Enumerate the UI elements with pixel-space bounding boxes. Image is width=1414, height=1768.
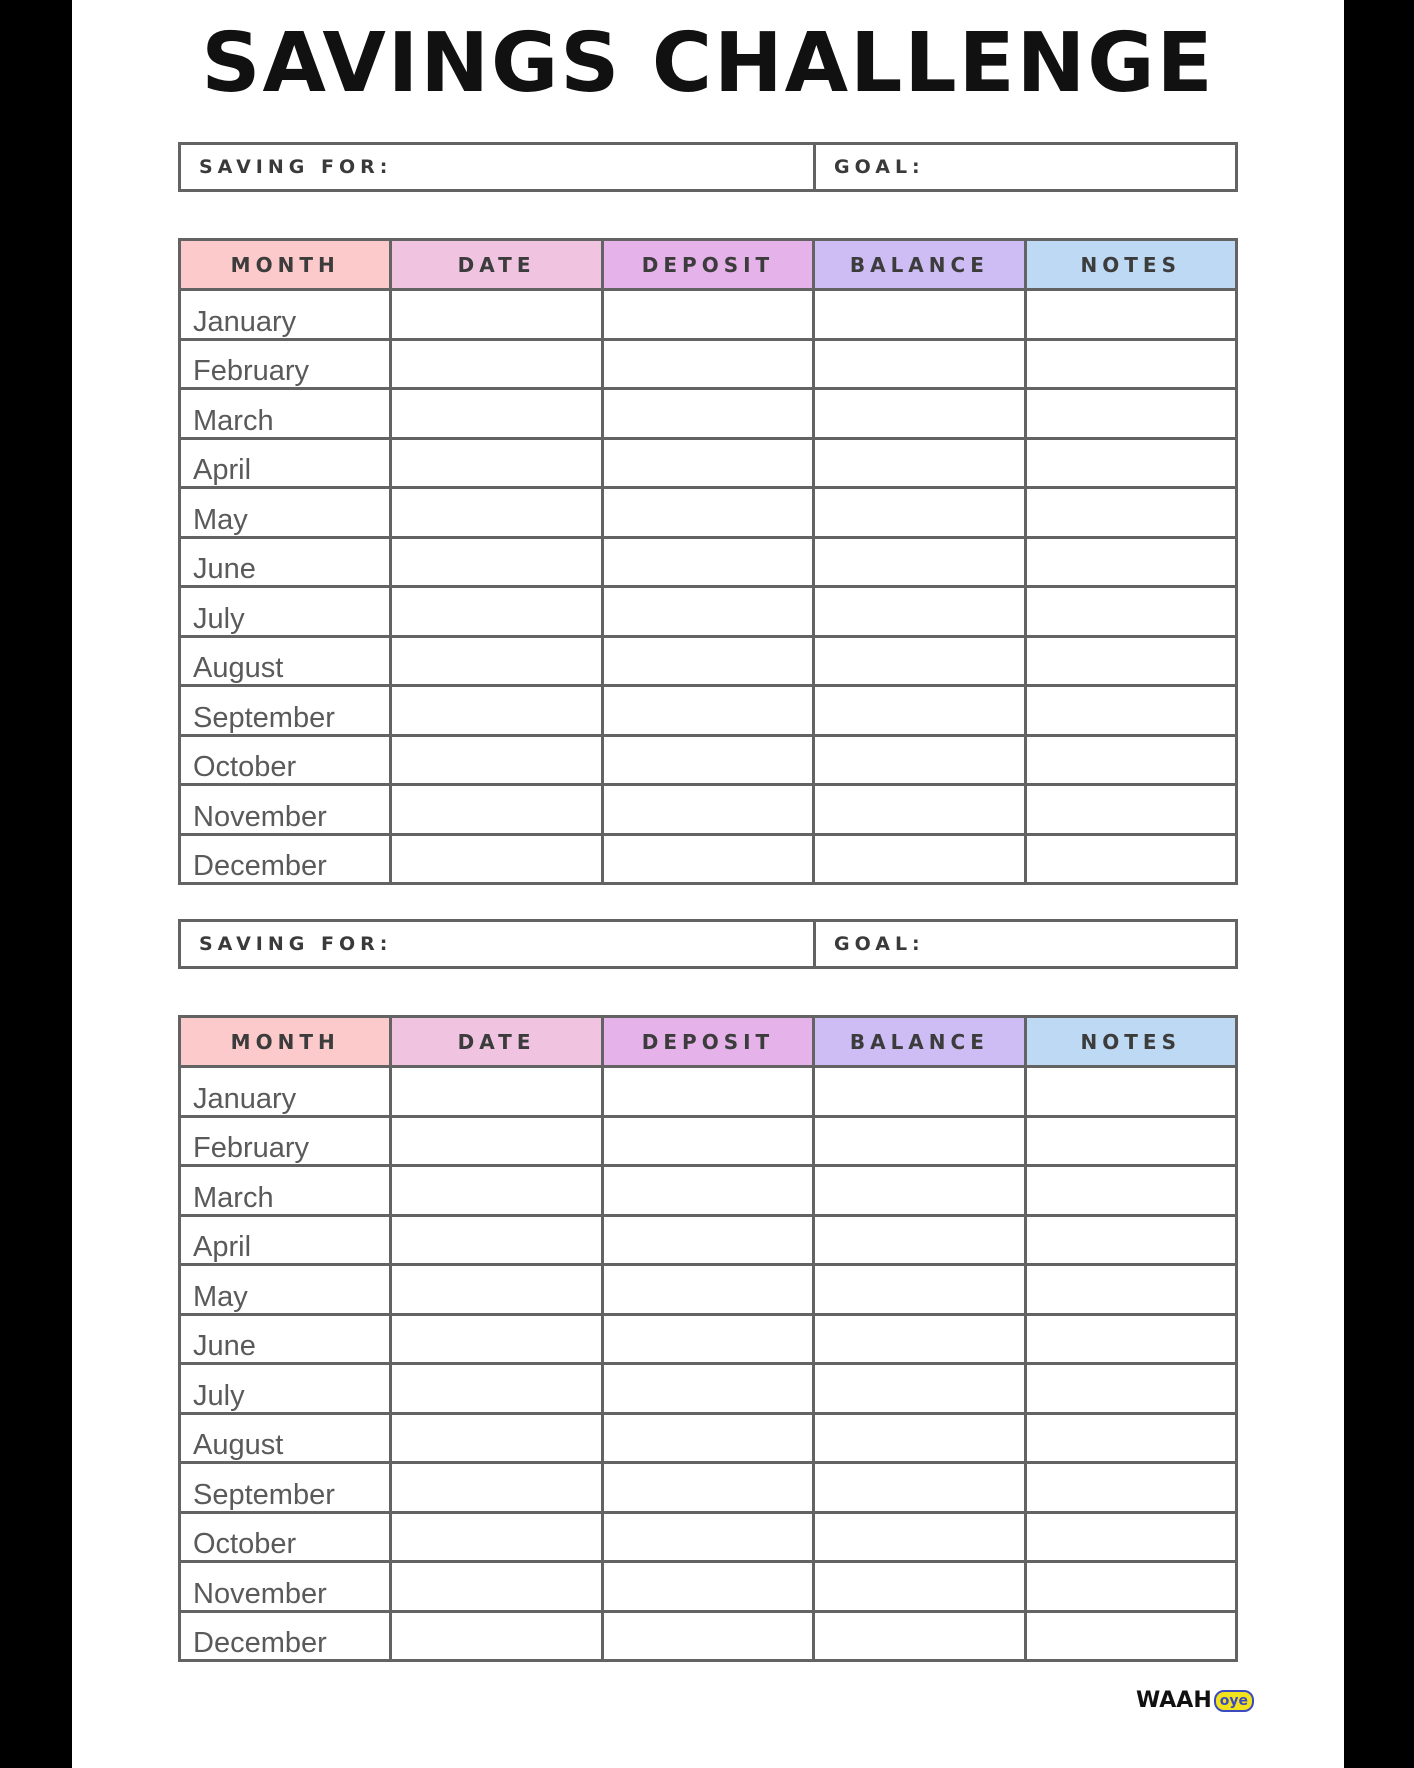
column-header-date: DATE <box>391 240 602 290</box>
notes-cell[interactable] <box>1025 1512 1236 1562</box>
month-label: September <box>180 686 391 736</box>
table-row <box>180 438 1237 488</box>
month-label: March <box>180 1166 391 1216</box>
table-header-row <box>180 1017 1237 1067</box>
balance-cell[interactable] <box>814 1215 1025 1265</box>
table-row <box>180 587 1237 637</box>
deposit-cell[interactable] <box>602 1463 813 1513</box>
table-row <box>180 1314 1237 1364</box>
notes-cell[interactable] <box>1025 1067 1236 1117</box>
date-cell[interactable] <box>391 1314 602 1364</box>
balance-cell[interactable] <box>814 537 1025 587</box>
notes-cell[interactable] <box>1025 1215 1236 1265</box>
date-cell[interactable] <box>391 1166 602 1216</box>
balance-cell[interactable] <box>814 1611 1025 1661</box>
month-label: July <box>180 587 391 637</box>
column-header-balance: BALANCE <box>814 1017 1025 1067</box>
month-label: September <box>180 1463 391 1513</box>
balance-cell[interactable] <box>814 290 1025 340</box>
month-label: April <box>180 438 391 488</box>
column-header-deposit: DEPOSIT <box>602 1017 813 1067</box>
deposit-cell[interactable] <box>602 686 813 736</box>
deposit-cell[interactable] <box>602 834 813 884</box>
deposit-cell[interactable] <box>602 587 813 637</box>
date-cell[interactable] <box>391 1265 602 1315</box>
table-row <box>180 1067 1237 1117</box>
month-label: June <box>180 1314 391 1364</box>
deposit-cell[interactable] <box>602 1611 813 1661</box>
date-cell[interactable] <box>391 1512 602 1562</box>
date-cell[interactable] <box>391 636 602 686</box>
deposit-cell[interactable] <box>602 290 813 340</box>
month-label: February <box>180 339 391 389</box>
notes-cell[interactable] <box>1025 1364 1236 1414</box>
deposit-cell[interactable] <box>602 1067 813 1117</box>
date-cell[interactable] <box>391 290 602 340</box>
date-cell[interactable] <box>391 1562 602 1612</box>
balance-cell[interactable] <box>814 1364 1025 1414</box>
date-cell[interactable] <box>391 488 602 538</box>
month-label: May <box>180 488 391 538</box>
table-row <box>180 1413 1237 1463</box>
notes-cell[interactable] <box>1025 537 1236 587</box>
column-header-month: MONTH <box>180 240 391 290</box>
table-row <box>180 636 1237 686</box>
balance-cell[interactable] <box>814 1116 1025 1166</box>
date-cell[interactable] <box>391 587 602 637</box>
table-row <box>180 1215 1237 1265</box>
table-row <box>180 735 1237 785</box>
deposit-cell[interactable] <box>602 537 813 587</box>
table-row <box>180 785 1237 835</box>
notes-cell[interactable] <box>1025 1611 1236 1661</box>
balance-cell[interactable] <box>814 488 1025 538</box>
table-row <box>180 1512 1237 1562</box>
month-label: March <box>180 389 391 439</box>
date-cell[interactable] <box>391 785 602 835</box>
column-header-deposit: DEPOSIT <box>602 240 813 290</box>
deposit-cell[interactable] <box>602 636 813 686</box>
table-row <box>180 1166 1237 1216</box>
date-cell[interactable] <box>391 686 602 736</box>
date-cell[interactable] <box>391 735 602 785</box>
column-header-notes: NOTES <box>1025 1017 1236 1067</box>
savings-table-1 <box>178 238 1238 885</box>
month-label: October <box>180 735 391 785</box>
table-row <box>180 537 1237 587</box>
table-row <box>180 290 1237 340</box>
month-label: January <box>180 290 391 340</box>
notes-cell[interactable] <box>1025 1413 1236 1463</box>
logo-badge: oye <box>1214 1690 1254 1712</box>
deposit-cell[interactable] <box>602 1413 813 1463</box>
logo-text: WAAH <box>1136 1688 1212 1713</box>
date-cell[interactable] <box>391 1463 602 1513</box>
notes-cell[interactable] <box>1025 1166 1236 1216</box>
notes-cell[interactable] <box>1025 735 1236 785</box>
notes-cell[interactable] <box>1025 1265 1236 1315</box>
column-header-balance: BALANCE <box>814 240 1025 290</box>
month-label: August <box>180 1413 391 1463</box>
table-row <box>180 834 1237 884</box>
balance-cell[interactable] <box>814 834 1025 884</box>
month-label: June <box>180 537 391 587</box>
deposit-cell[interactable] <box>602 1364 813 1414</box>
table-row <box>180 686 1237 736</box>
balance-cell[interactable] <box>814 1314 1025 1364</box>
date-cell[interactable] <box>391 1413 602 1463</box>
balance-cell[interactable] <box>814 1413 1025 1463</box>
table-row <box>180 488 1237 538</box>
notes-cell[interactable] <box>1025 587 1236 637</box>
deposit-cell[interactable] <box>602 1314 813 1364</box>
date-cell[interactable] <box>391 1611 602 1661</box>
date-cell[interactable] <box>391 537 602 587</box>
notes-cell[interactable] <box>1025 488 1236 538</box>
balance-cell[interactable] <box>814 1562 1025 1612</box>
deposit-cell[interactable] <box>602 488 813 538</box>
date-cell[interactable] <box>391 1364 602 1414</box>
balance-cell[interactable] <box>814 1463 1025 1513</box>
balance-cell[interactable] <box>814 1265 1025 1315</box>
month-label: January <box>180 1067 391 1117</box>
date-cell[interactable] <box>391 339 602 389</box>
month-label: February <box>180 1116 391 1166</box>
deposit-cell[interactable] <box>602 735 813 785</box>
month-label: December <box>180 1611 391 1661</box>
deposit-cell[interactable] <box>602 785 813 835</box>
deposit-cell[interactable] <box>602 1116 813 1166</box>
notes-cell[interactable] <box>1025 1314 1236 1364</box>
date-cell[interactable] <box>391 438 602 488</box>
worksheet-page <box>72 0 1344 1768</box>
balance-cell[interactable] <box>814 438 1025 488</box>
month-label: November <box>180 785 391 835</box>
balance-cell[interactable] <box>814 1166 1025 1216</box>
waahoye-logo <box>1136 1688 1254 1713</box>
deposit-cell[interactable] <box>602 1562 813 1612</box>
balance-cell[interactable] <box>814 686 1025 736</box>
date-cell[interactable] <box>391 834 602 884</box>
notes-cell[interactable] <box>1025 1562 1236 1612</box>
deposit-cell[interactable] <box>602 438 813 488</box>
notes-cell[interactable] <box>1025 785 1236 835</box>
table-row <box>180 1562 1237 1612</box>
date-cell[interactable] <box>391 1215 602 1265</box>
deposit-cell[interactable] <box>602 1166 813 1216</box>
savings-table-2 <box>178 1015 1238 1662</box>
page-title: SAVINGS CHALLENGE <box>201 16 1215 111</box>
date-cell[interactable] <box>391 1067 602 1117</box>
table-row <box>180 389 1237 439</box>
deposit-cell[interactable] <box>602 1265 813 1315</box>
month-label: May <box>180 1265 391 1315</box>
balance-cell[interactable] <box>814 735 1025 785</box>
notes-cell[interactable] <box>1025 1116 1236 1166</box>
table-row <box>180 1116 1237 1166</box>
table-row <box>180 1265 1237 1315</box>
balance-cell[interactable] <box>814 339 1025 389</box>
month-label: August <box>180 636 391 686</box>
notes-cell[interactable] <box>1025 389 1236 439</box>
deposit-cell[interactable] <box>602 1512 813 1562</box>
notes-cell[interactable] <box>1025 290 1236 340</box>
balance-cell[interactable] <box>814 1512 1025 1562</box>
saving-goal-box-2 <box>178 919 1238 969</box>
table-row <box>180 1611 1237 1661</box>
saving-goal-box-1 <box>178 142 1238 192</box>
notes-cell[interactable] <box>1025 636 1236 686</box>
balance-cell[interactable] <box>814 636 1025 686</box>
notes-cell[interactable] <box>1025 686 1236 736</box>
notes-cell[interactable] <box>1025 834 1236 884</box>
deposit-cell[interactable] <box>602 389 813 439</box>
table-row <box>180 339 1237 389</box>
balance-cell[interactable] <box>814 785 1025 835</box>
month-label: October <box>180 1512 391 1562</box>
saving-for-field[interactable]: SAVING FOR: <box>181 922 816 966</box>
table-row <box>180 1364 1237 1414</box>
saving-for-field[interactable]: SAVING FOR: <box>181 145 816 189</box>
month-label: July <box>180 1364 391 1414</box>
column-header-date: DATE <box>391 1017 602 1067</box>
date-cell[interactable] <box>391 389 602 439</box>
balance-cell[interactable] <box>814 389 1025 439</box>
deposit-cell[interactable] <box>602 1215 813 1265</box>
notes-cell[interactable] <box>1025 1463 1236 1513</box>
goal-field[interactable]: GOAL: <box>834 156 925 178</box>
month-label: April <box>180 1215 391 1265</box>
balance-cell[interactable] <box>814 587 1025 637</box>
notes-cell[interactable] <box>1025 339 1236 389</box>
month-label: December <box>180 834 391 884</box>
month-label: November <box>180 1562 391 1612</box>
date-cell[interactable] <box>391 1116 602 1166</box>
notes-cell[interactable] <box>1025 438 1236 488</box>
deposit-cell[interactable] <box>602 339 813 389</box>
goal-field[interactable]: GOAL: <box>834 933 925 955</box>
table-header-row <box>180 240 1237 290</box>
table-row <box>180 1463 1237 1513</box>
balance-cell[interactable] <box>814 1067 1025 1117</box>
column-header-notes: NOTES <box>1025 240 1236 290</box>
column-header-month: MONTH <box>180 1017 391 1067</box>
